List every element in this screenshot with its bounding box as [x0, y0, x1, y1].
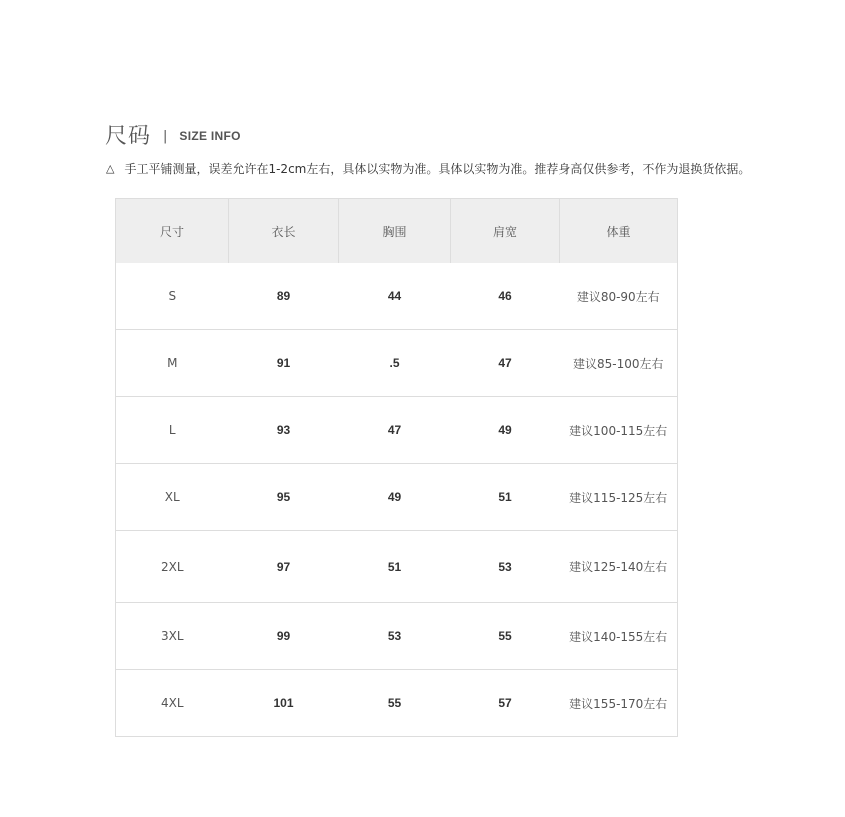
- cell-size: L: [116, 397, 229, 464]
- cell-length: 97: [229, 531, 339, 603]
- cell-shoulder: 53: [451, 531, 560, 603]
- table-row: [116, 397, 678, 464]
- cell-length: 93: [229, 397, 339, 464]
- cell-shoulder: 47: [451, 330, 560, 397]
- header-chest: 胸围: [339, 199, 451, 264]
- cell-shoulder: 46: [451, 263, 560, 330]
- cell-weight: 建议100-115左右: [560, 397, 678, 464]
- table-row: [116, 603, 678, 670]
- cell-length: 101: [229, 670, 339, 737]
- heading-title-en: SIZE INFO: [179, 129, 241, 143]
- cell-length: 95: [229, 464, 339, 531]
- cell-shoulder: 57: [451, 670, 560, 737]
- cell-size: 2XL: [116, 531, 229, 603]
- cell-size: M: [116, 330, 229, 397]
- cell-chest: 47: [339, 397, 451, 464]
- section-heading: [105, 118, 241, 150]
- header-weight: 体重: [560, 199, 678, 264]
- table-row: [116, 670, 678, 737]
- cell-size: S: [116, 263, 229, 330]
- cell-chest: 49: [339, 464, 451, 531]
- cell-chest: 53: [339, 603, 451, 670]
- heading-title-cn: 尺码: [105, 123, 152, 149]
- cell-weight: 建议85-100左右: [560, 330, 678, 397]
- table-row: [116, 330, 678, 397]
- cell-shoulder: 51: [451, 464, 560, 531]
- cell-size: 4XL: [116, 670, 229, 737]
- cell-size: XL: [116, 464, 229, 531]
- cell-length: 99: [229, 603, 339, 670]
- table-header-row: [116, 199, 678, 264]
- cell-chest: 44: [339, 263, 451, 330]
- cell-length: 89: [229, 263, 339, 330]
- cell-size: 3XL: [116, 603, 229, 670]
- cell-shoulder: 55: [451, 603, 560, 670]
- table-row: [116, 531, 678, 603]
- heading-separator: |: [163, 128, 168, 144]
- cell-weight: 建议80-90左右: [560, 263, 678, 330]
- cell-chest: .5: [339, 330, 451, 397]
- header-length: 衣长: [229, 199, 339, 264]
- cell-length: 91: [229, 330, 339, 397]
- cell-chest: 55: [339, 670, 451, 737]
- cell-weight: 建议140-155左右: [560, 603, 678, 670]
- table-row: [116, 263, 678, 330]
- note-text: 手工平铺测量，误差允许在1-2cm左右，具体以实物为准。具体以实物为准。推荐身高仅供参考，不作为退换货依据。: [124, 162, 751, 176]
- cell-weight: 建议155-170左右: [560, 670, 678, 737]
- cell-weight: 建议115-125左右: [560, 464, 678, 531]
- header-size: 尺寸: [116, 199, 229, 264]
- table-row: [116, 464, 678, 531]
- header-shoulder: 肩宽: [451, 199, 560, 264]
- size-table: [115, 198, 678, 737]
- measurement-note: [106, 160, 750, 177]
- cell-weight: 建议125-140左右: [560, 531, 678, 603]
- cell-shoulder: 49: [451, 397, 560, 464]
- triangle-icon: △: [106, 162, 115, 175]
- cell-chest: 51: [339, 531, 451, 603]
